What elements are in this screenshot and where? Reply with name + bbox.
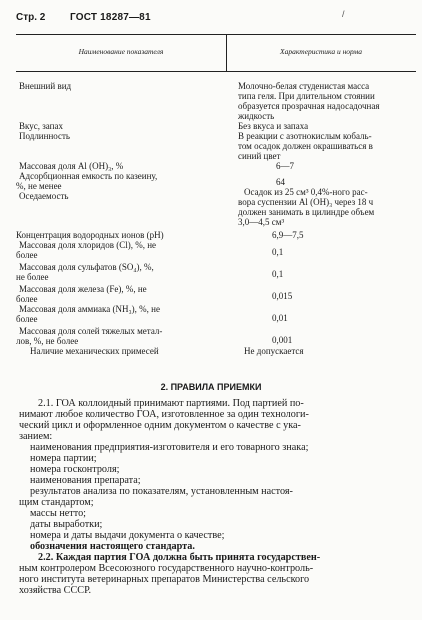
list-item: даты выработки; [30,519,103,530]
list-item: наименования предприятия-изготовителя и его товарного знака; [30,442,309,453]
indicator-label: более [16,314,38,324]
norm-value: 3,0—4,5 см³ [238,217,285,227]
indicator-label: Массовая доля солей тяжелых метал- [19,326,163,336]
page-header [16,9,416,26]
column-header-indicator: Наименование показателя [78,47,164,56]
indicator-label: Массовая доля железа (Fe), %, не [19,284,147,294]
indicator-label: более [16,250,38,260]
table-header [16,34,416,72]
standard-number: ГОСТ 18287—81 [70,12,151,23]
norm-value: 0,01 [272,313,288,323]
indicator-label: Массовая доля аммиака (NH₃), %, не [19,304,160,314]
paragraph-line: 2.2. Каждая партия ГОА должна быть принята государствен- [38,552,321,563]
norm-value: 64 [276,177,285,187]
indicator-label: Подлинность [19,131,71,141]
norm-value: 0,1 [272,269,284,279]
indicator-label: более [16,294,38,304]
indicator-label: Адсорбционная емкость по казеину, [19,171,158,181]
list-item: номера и даты выдачи документа о качестве; [30,530,225,541]
indicator-label: Оседаемость [19,191,69,201]
list-item: массы нетто; [30,508,87,519]
norm-value: том осадок должен окрашиваться в [238,141,373,151]
norm-value: жидкость [238,111,275,121]
list-item: щим стандартом; [19,497,94,508]
norm-value: 0,015 [272,291,293,301]
list-item: обозначения настоящего стандарта. [30,541,195,552]
indicator-label: Массовая доля Al (OH)₃, % [19,161,124,171]
norm-value: 0,1 [272,247,284,257]
norm-value: 0,001 [272,335,293,345]
pencil-mark: / [342,9,345,19]
paragraph-line: занием: [19,431,53,442]
norm-value: образуется прозрачная надосадочная [238,101,380,111]
paragraph-line: ным контролером Всесоюзного государственного научно-контроль- [19,563,314,574]
norm-value: Осадок из 25 см³ 0,4%-ного рас- [244,187,368,197]
section-title: 2. ПРАВИЛА ПРИЕМКИ [160,382,262,392]
norm-value: В реакции с азотнокислым кобаль- [238,131,372,141]
paragraph-line: ческий цикл и оформленное одним документом о качестве с ука- [19,420,301,431]
indicator-label: Вкус, запах [19,121,63,131]
norm-value: вора суспензии Al (OH)₃ через 18 ч [238,197,374,207]
column-header-norm: Характеристика и норма [280,47,362,56]
page-number: Стр. 2 [16,12,46,23]
indicator-label: лов, %, не более [16,336,79,346]
norm-value: синий цвет [238,151,281,161]
norm-value: Молочно-белая студенистая масса [238,81,370,91]
paragraph-line: 2.1. ГОА коллоидный принимают партиями. Под партией по- [38,398,304,409]
norm-value: должен занимать в цилиндре объем [238,207,375,217]
indicator-label: Наличие механических примесей [30,346,159,356]
list-item: наименования препарата; [30,475,141,486]
norm-value: 6,9—7,5 [272,230,304,240]
norm-value: Не допускается [244,346,304,356]
norm-value: Без вкуса и запаха [238,121,309,131]
indicator-label: Массовая доля хлоридов (Cl), %, не [19,240,157,250]
indicator-label: %, не менее [16,181,62,191]
paragraph-line: ного института ветеринарных препаратов Министерства сельского [19,574,310,585]
paragraph-line: хозяйства СССР. [19,585,92,596]
list-item: результатов анализа по показателям, установленным настоя- [30,486,293,497]
norm-value: 6—7 [276,161,294,171]
norm-value: типа геля. При длительном стоянии [238,91,375,101]
indicator-label: Массовая доля сульфатов (SO₄), %, [19,262,154,272]
indicator-label: Концентрация водородных ионов (pH) [16,230,164,240]
indicator-label: Внешний вид [19,81,72,91]
list-item: номера госконтроля; [30,464,120,475]
paragraph-line: нимают любое количество ГОА, изготовленное за один технологи- [19,409,309,420]
indicator-label: не более [16,272,49,282]
list-item: номера партии; [30,453,97,464]
